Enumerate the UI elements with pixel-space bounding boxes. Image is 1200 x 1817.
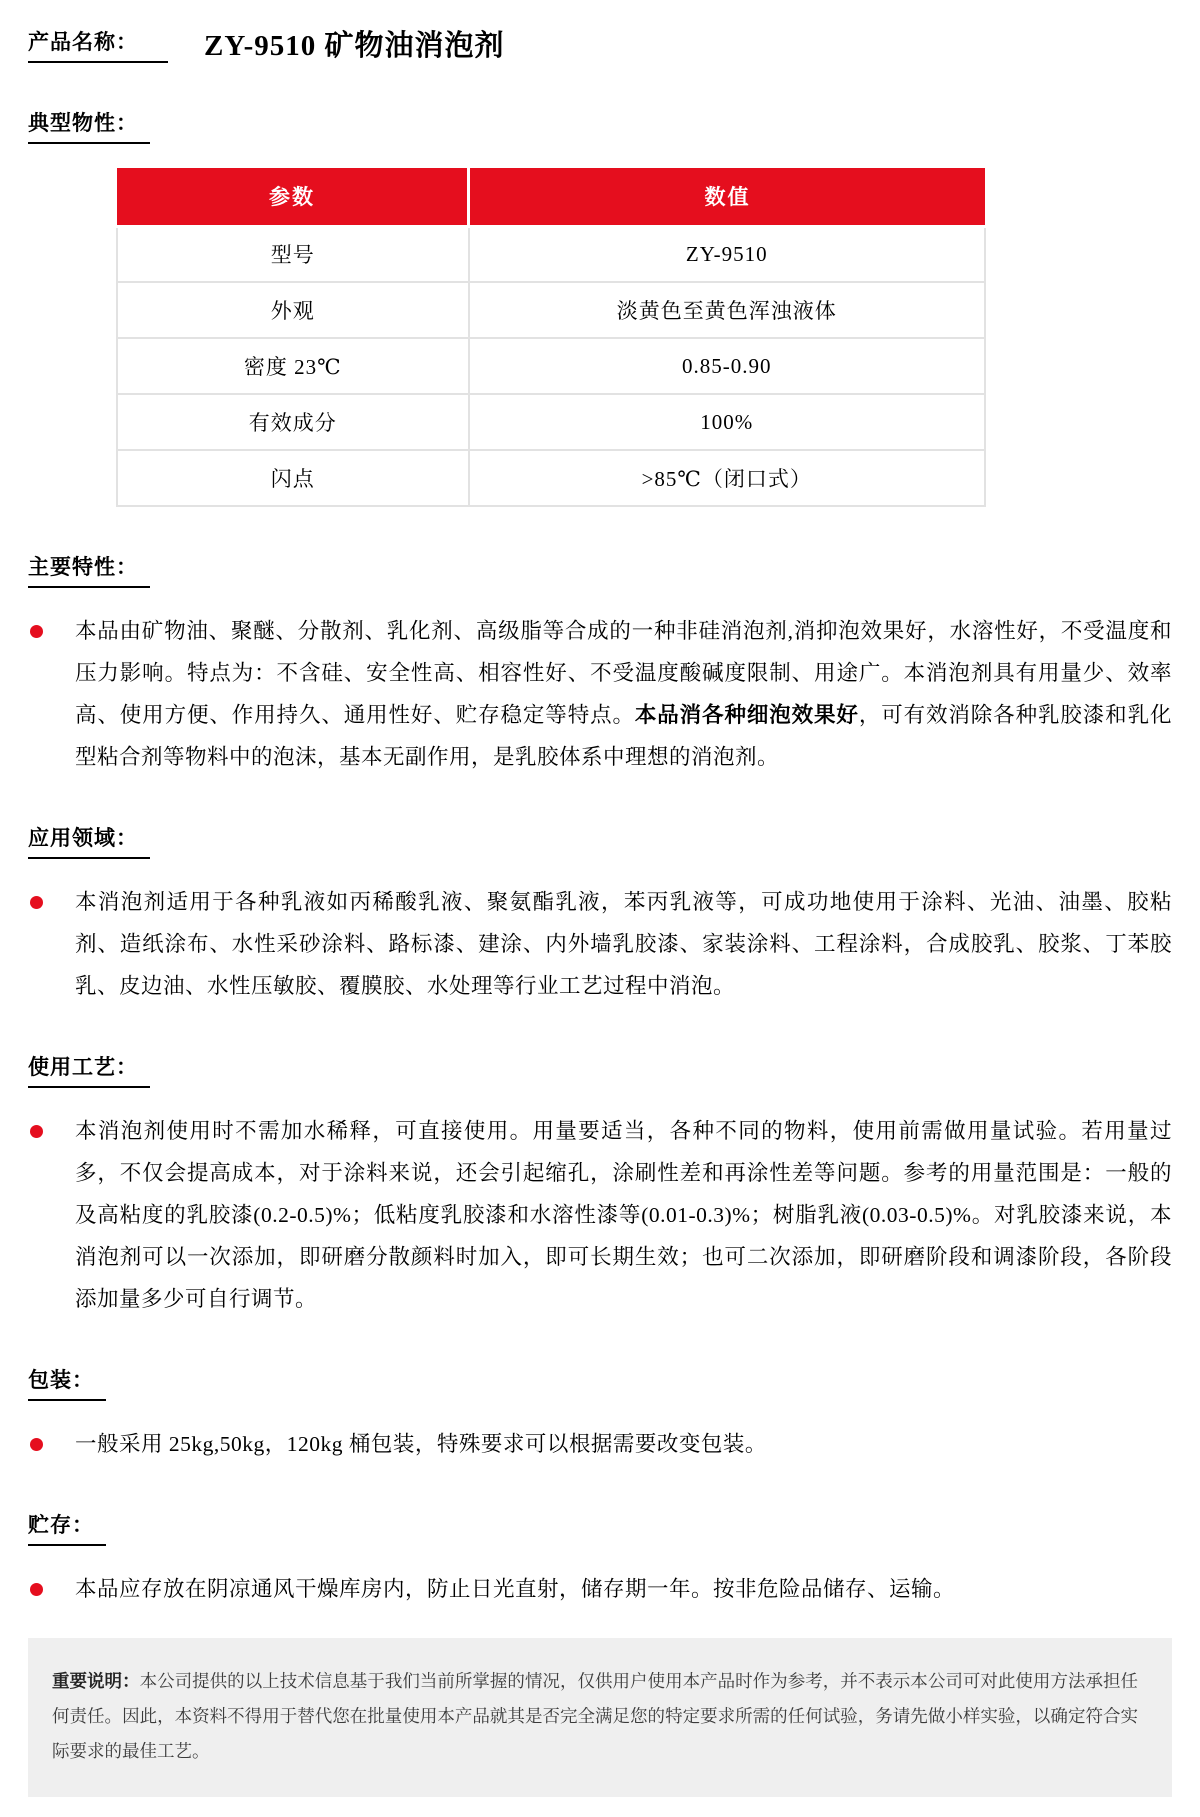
table-cell-parameter: 密度 23℃ (117, 338, 469, 394)
main-features-text (75, 610, 1172, 778)
packaging-item (28, 1423, 1172, 1465)
application-fields-heading: 应用领域： (28, 822, 150, 859)
application-fields-text: 本消泡剂适用于各种乳液如丙稀酸乳液、聚氨酯乳液，苯丙乳液等，可成功地使用于涂料、光油、油墨、胶粘剂、造纸涂布、水性采砂涂料、路标漆、建涂、内外墙乳胶漆、家装涂料、工程涂料，合成胶乳、胶浆、丁苯胶乳、皮边油、水性压敏胶、覆膜胶、水处理等行业工艺过程中消泡。 (75, 890, 1172, 998)
table-cell-parameter: 有效成分 (117, 394, 469, 450)
storage-item (28, 1568, 1172, 1610)
bullet-icon (30, 1438, 43, 1451)
important-note-box (28, 1638, 1172, 1797)
table-row (117, 338, 985, 394)
table-cell-value: 100% (469, 394, 985, 450)
table-row (117, 450, 985, 506)
bullet-icon (30, 896, 43, 909)
table-cell-value: 淡黄色至黄色浑浊液体 (469, 282, 985, 338)
section-typical-properties (28, 107, 1172, 507)
section-application-fields (28, 822, 1172, 1007)
features-text-normal: 本品由矿物油、聚醚、分散剂、乳化剂、高级脂等合成的一种非硅消泡剂,消抑泡效果好，水溶性好，不受温度和压力影响。特点为：不含硅、安全性高、相容性好、不受温度酸碱度限制、用途广。本消泡剂具有用量少、效率高、使用方便、作用持久、通用性好、贮存稳定等特点。 (75, 619, 1172, 727)
storage-text: 本品应存放在阴凉通风干燥库房内，防止日光直射，储存期一年。按非危险品储存、运输。 (75, 1577, 956, 1601)
table-row (117, 282, 985, 338)
features-text-tail: ，可有效消除各种乳胶漆和乳化型粘合剂等物料中的泡沫，基本无副作用，是乳胶体系中理想的消泡剂。 (75, 703, 1172, 769)
important-note-label: 重要说明： (52, 1671, 140, 1691)
table-cell-value: ZY-9510 (469, 226, 985, 282)
bullet-icon (30, 1125, 43, 1138)
table-header-parameter: 参数 (117, 168, 469, 226)
storage-heading: 贮存： (28, 1509, 106, 1546)
table-cell-value: >85℃（闭口式） (469, 450, 985, 506)
main-features-item (28, 610, 1172, 778)
table-row (117, 394, 985, 450)
properties-table (116, 168, 986, 507)
features-text-bold: 本品消各种细泡效果好 (634, 703, 859, 727)
usage-process-item (28, 1110, 1172, 1320)
product-header (28, 26, 1172, 63)
section-usage-process (28, 1051, 1172, 1320)
table-header-value: 数值 (469, 168, 985, 226)
usage-process-text: 本消泡剂使用时不需加水稀释，可直接使用。用量要适当，各种不同的物料，使用前需做用量试验。若用量过多，不仅会提高成本，对于涂料来说，还会引起缩孔，涂刷性差和再涂性差等问题。参考的用量范围是：一般的及高粘度的乳胶漆(0.2-0.5)%；低粘度乳胶漆和水溶性漆等(0.01-0.3)%；树脂乳液(0.03-0.5)%。对乳胶漆来说，本消泡剂可以一次添加，即研磨分散颜料时加入，即可长期生效；也可二次添加，即研磨阶段和调漆阶段，各阶段添加量多少可自行调节。 (75, 1119, 1172, 1311)
packaging-text: 一般采用 25kg,50kg，120kg 桶包装，特殊要求可以根据需要改变包装。 (75, 1432, 767, 1456)
table-cell-value: 0.85-0.90 (469, 338, 985, 394)
product-name-label: 产品名称： (28, 26, 168, 63)
section-storage (28, 1509, 1172, 1610)
table-header-row (117, 168, 985, 226)
packaging-heading: 包装： (28, 1364, 106, 1401)
product-title: ZY-9510 矿物油消泡剂 (204, 30, 505, 63)
section-main-features (28, 551, 1172, 778)
main-features-heading: 主要特性： (28, 551, 150, 588)
table-row (117, 226, 985, 282)
important-note-text: 本公司提供的以上技术信息基于我们当前所掌握的情况，仅供用户使用本产品时作为参考，并不表示本公司可对此使用方法承担任何责任。因此，本资料不得用于替代您在批量使用本产品就其是否完全满足您的特定要求所需的任何试验，务请先做小样实验，以确定符合实际要求的最佳工艺。 (52, 1671, 1139, 1761)
usage-process-heading: 使用工艺： (28, 1051, 150, 1088)
table-cell-parameter: 型号 (117, 226, 469, 282)
bullet-icon (30, 625, 43, 638)
table-cell-parameter: 外观 (117, 282, 469, 338)
bullet-icon (30, 1583, 43, 1596)
section-packaging (28, 1364, 1172, 1465)
typical-properties-heading: 典型物性： (28, 107, 150, 144)
table-cell-parameter: 闪点 (117, 450, 469, 506)
application-fields-item (28, 881, 1172, 1007)
